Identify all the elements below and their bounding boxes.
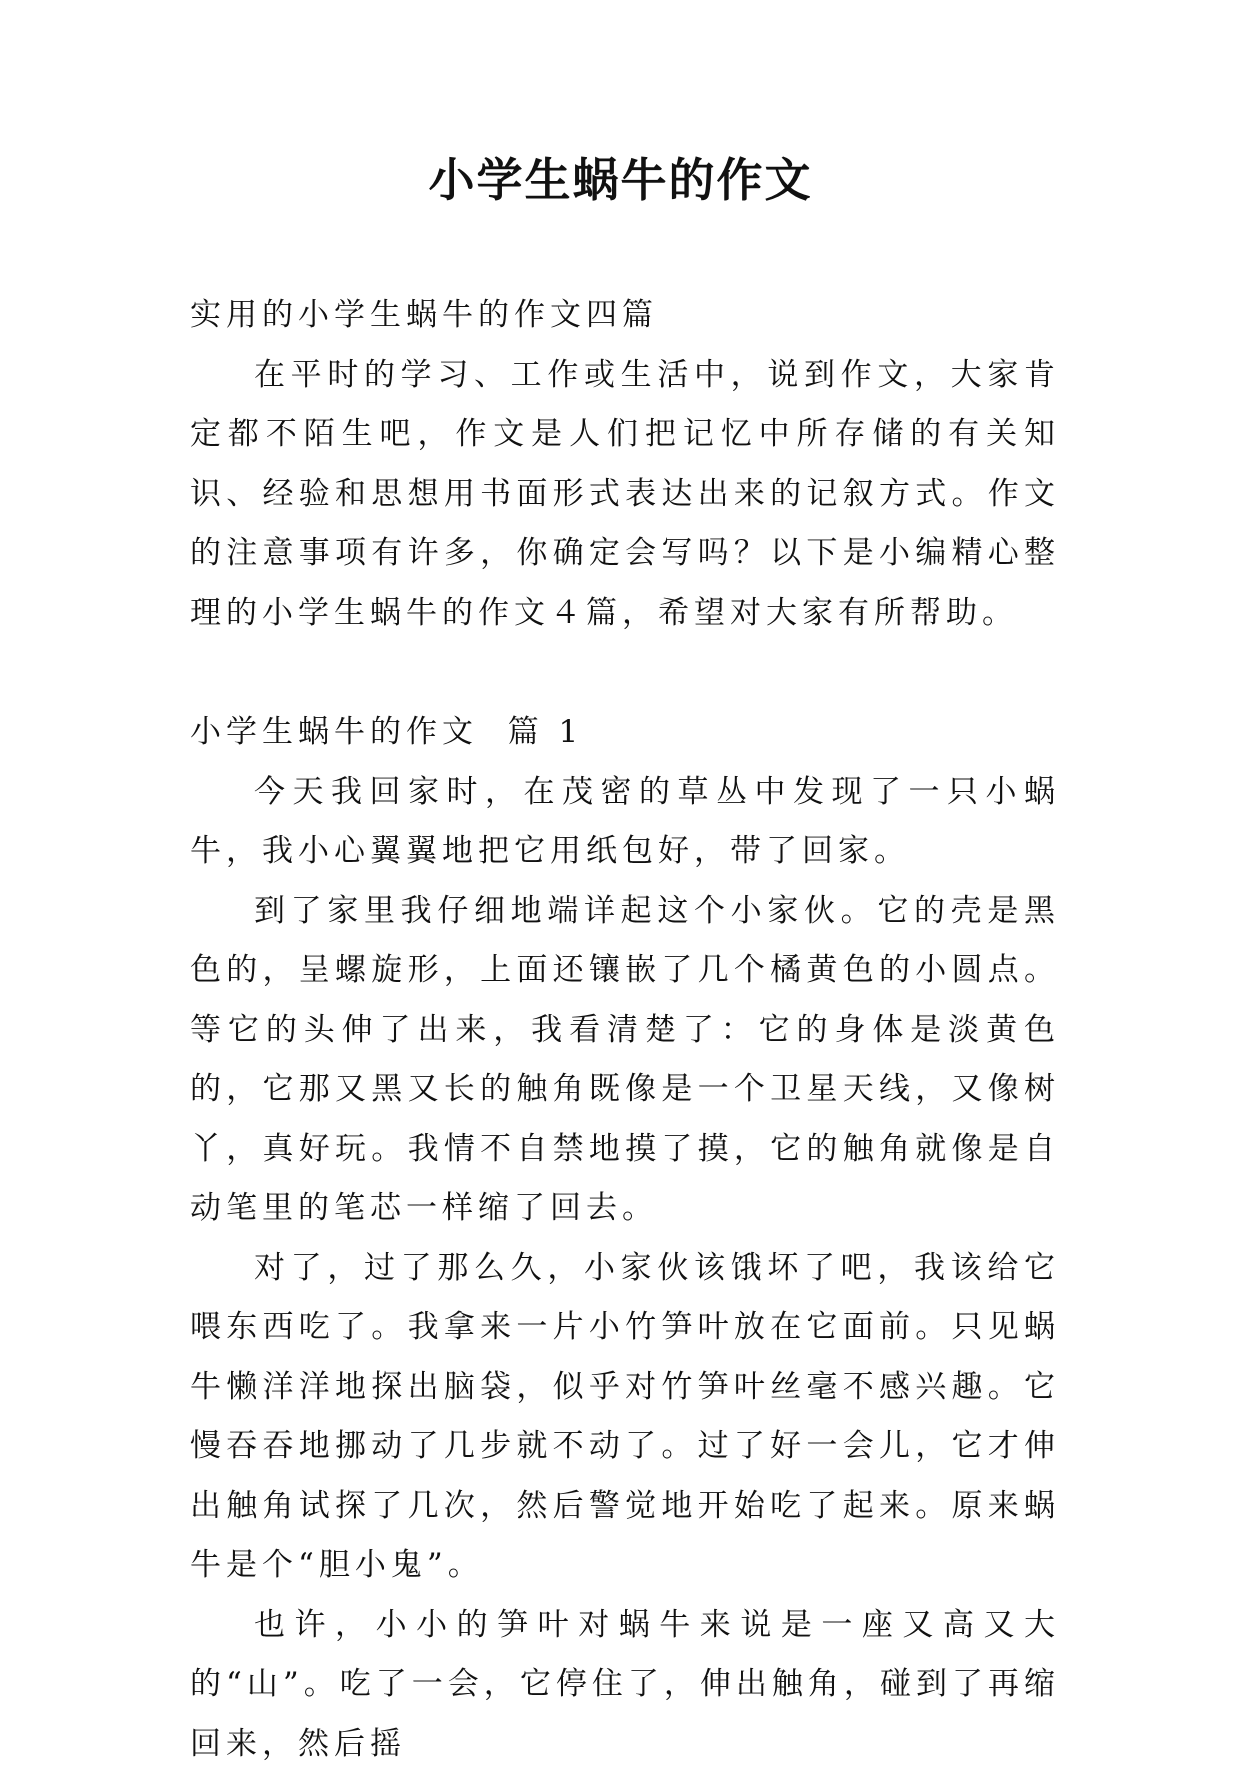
section-heading: 小学生蜗牛的作文 篇 1 — [190, 703, 1060, 763]
section-paragraph-2: 到了家里我仔细地端详起这个小家伙。它的壳是黑色的，呈螺旋形，上面还镶嵌了几个橘黄色的小圆点。等它的头伸了出来，我看清楚了：它的身体是淡黄色的，它那又黑又长的触角既像是一个卫星天线，又像树丫，真好玩。我情不自禁地摸了摸，它的触角就像是自动笔里的笔芯一样缩了回去。 — [190, 882, 1060, 1239]
document-subtitle: 实用的小学生蜗牛的作文四篇 — [190, 286, 1060, 346]
document-body — [190, 286, 1060, 1774]
section-paragraph-1: 今天我回家时，在茂密的草丛中发现了一只小蜗牛，我小心翼翼地把它用纸包好，带了回家。 — [190, 763, 1060, 882]
section-paragraph-4: 也许，小小的笋叶对蜗牛来说是一座又高又大的“山”。吃了一会，它停住了，伸出触角，碰到了再缩回来，然后摇 — [190, 1596, 1060, 1774]
section-paragraph-3: 对了，过了那么久，小家伙该饿坏了吧，我该给它喂东西吃了。我拿来一片小竹笋叶放在它面前。只见蜗牛懒洋洋地探出脑袋，似乎对竹笋叶丝毫不感兴趣。它慢吞吞地挪动了几步就不动了。过了好一会儿，它才伸出触角试探了几次，然后警觉地开始吃了起来。原来蜗牛是个“胆小鬼”。 — [190, 1239, 1060, 1596]
section-spacer — [190, 643, 1060, 703]
document-title: 小学生蜗牛的作文 — [0, 150, 1241, 210]
intro-paragraph: 在平时的学习、工作或生活中，说到作文，大家肯定都不陌生吧，作文是人们把记忆中所存储的有关知识、经验和思想用书面形式表达出来的记叙方式。作文的注意事项有许多，你确定会写吗？以下是小编精心整理的小学生蜗牛的作文４篇，希望对大家有所帮助。 — [190, 346, 1060, 644]
